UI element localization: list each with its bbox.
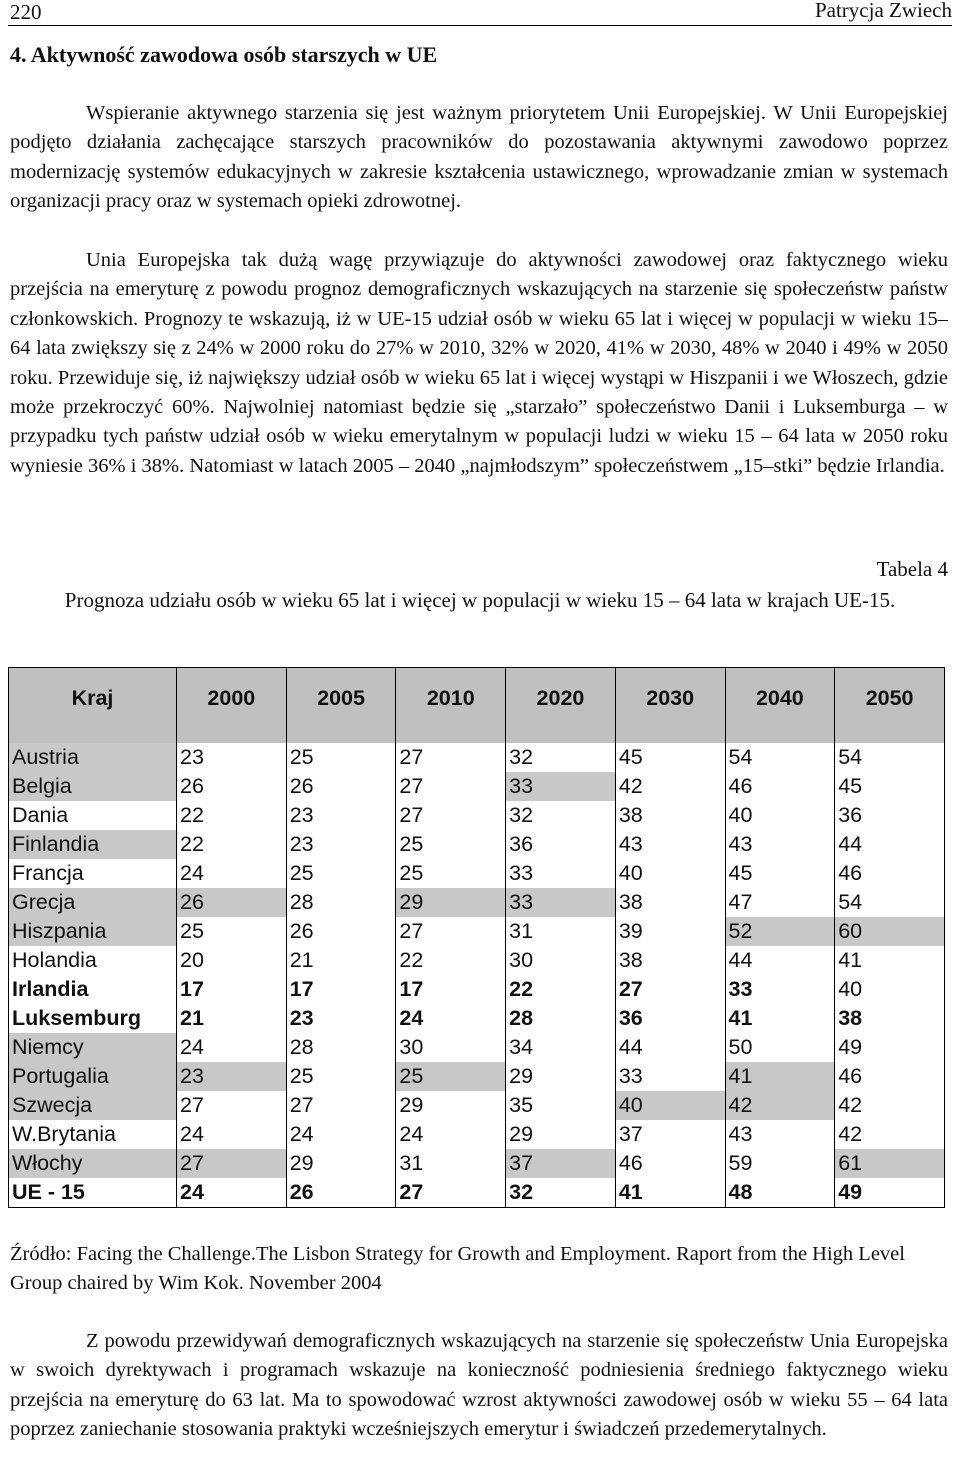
value-cell: 46: [725, 772, 835, 801]
table-title: Prognoza udziału osób w wieku 65 lat i więcej w populacji w wieku 15 – 64 lata w krajach UE-15.: [64, 588, 896, 612]
value-cell: 22: [177, 801, 287, 830]
value-cell: 42: [835, 1091, 945, 1120]
country-cell: Niemcy: [9, 1033, 177, 1062]
value-cell: 31: [506, 917, 616, 946]
value-cell: 36: [506, 830, 616, 859]
value-cell: 26: [286, 772, 396, 801]
spacer-cell: [835, 729, 945, 743]
value-cell: 26: [177, 772, 287, 801]
source-note: Źródło: Facing the Challenge.The Lisbon Strategy for Growth and Employment. Raport from the High Level Group chaired by Wim Kok. November 2004: [10, 1243, 905, 1295]
paragraph-intro: [10, 99, 948, 217]
table-row: [9, 946, 945, 975]
table-label: Tabela 4: [876, 557, 948, 581]
value-cell: 29: [396, 888, 506, 917]
value-cell: 38: [615, 946, 725, 975]
header-cell: 2050: [835, 668, 945, 730]
country-cell: Holandia: [9, 946, 177, 975]
value-cell: 27: [396, 801, 506, 830]
table-spacer-row: [9, 729, 945, 743]
value-cell: 17: [286, 975, 396, 1004]
page-number: 220: [10, 0, 42, 24]
value-cell: 17: [396, 975, 506, 1004]
table-row: [9, 859, 945, 888]
value-cell: 47: [725, 888, 835, 917]
value-cell: 25: [396, 859, 506, 888]
value-cell: 38: [615, 888, 725, 917]
value-cell: 25: [396, 1062, 506, 1091]
value-cell: 20: [177, 946, 287, 975]
table-row: [9, 830, 945, 859]
value-cell: 24: [396, 1120, 506, 1149]
value-cell: 28: [286, 1033, 396, 1062]
value-cell: 54: [725, 743, 835, 772]
header-cell: 2000: [177, 668, 287, 730]
value-cell: 59: [725, 1149, 835, 1178]
value-cell: 24: [396, 1004, 506, 1033]
value-cell: 42: [725, 1091, 835, 1120]
value-cell: 27: [396, 743, 506, 772]
table-row: [9, 888, 945, 917]
value-cell: 27: [396, 772, 506, 801]
table-row: [9, 1120, 945, 1149]
value-cell: 22: [396, 946, 506, 975]
table-body: [9, 729, 945, 1208]
value-cell: 44: [725, 946, 835, 975]
value-cell: 49: [835, 1033, 945, 1062]
table-row: [9, 743, 945, 772]
spacer-cell: [286, 729, 396, 743]
value-cell: 27: [615, 975, 725, 1004]
value-cell: 30: [506, 946, 616, 975]
value-cell: 38: [615, 801, 725, 830]
value-cell: 41: [835, 946, 945, 975]
value-cell: 25: [177, 917, 287, 946]
value-cell: 24: [177, 859, 287, 888]
country-cell: W.Brytania: [9, 1120, 177, 1149]
value-cell: 41: [615, 1178, 725, 1208]
value-cell: 23: [177, 1062, 287, 1091]
spacer-cell: [9, 729, 177, 743]
value-cell: 33: [615, 1062, 725, 1091]
value-cell: 45: [835, 772, 945, 801]
value-cell: 25: [396, 830, 506, 859]
value-cell: 38: [835, 1004, 945, 1033]
value-cell: 42: [835, 1120, 945, 1149]
value-cell: 54: [835, 888, 945, 917]
country-cell: Dania: [9, 801, 177, 830]
header-cell: 2040: [725, 668, 835, 730]
value-cell: 27: [177, 1091, 287, 1120]
value-cell: 26: [286, 1178, 396, 1208]
value-cell: 46: [835, 1062, 945, 1091]
value-cell: 46: [615, 1149, 725, 1178]
value-cell: 17: [177, 975, 287, 1004]
header-rule: [8, 25, 952, 26]
country-cell: Austria: [9, 743, 177, 772]
header-cell: Kraj: [9, 668, 177, 730]
value-cell: 24: [177, 1120, 287, 1149]
value-cell: 28: [286, 888, 396, 917]
value-cell: 29: [506, 1120, 616, 1149]
value-cell: 22: [177, 830, 287, 859]
value-cell: 27: [177, 1149, 287, 1178]
value-cell: 21: [177, 1004, 287, 1033]
value-cell: 43: [725, 1120, 835, 1149]
paragraph-forecast: Unia Europejska tak dużą wagę przywiązuje do aktywności zawodowej oraz faktycznego wieku przejścia na emeryturę z powodu prognoz demograficznych wskazujących na starzenie się społeczeństw państw członkowskich. Prognozy te wskazują, iż w UE-15 udział osób w wieku 65 lat i więcej w populacji w wieku 15–64 lata zwiększy się z 24% w 2000 roku do 27% w 2010, 32% w 2020, 41% w 2030, 48% w 2040 i 49% w 2050 roku. Przewiduje się, iż największy udział osób w wieku 65 lat i więcej wystąpi w Hiszpanii i we Włoszech, gdzie może przekroczyć 60%. Najwolniej natomiast będzie się „starzało” społeczeństwo Danii i Luksemburga – w przypadku tych państw udział osób w wieku emerytalnym w populacji ludzi w wieku 15 – 64 lata w 2050 roku wyniesie 36% i 38%. Natomiast w latach 2005 – 2040 „najmłodszym” społeczeństwem „15–stki” będzie Irlandia.: [10, 249, 948, 477]
value-cell: 32: [506, 801, 616, 830]
country-cell: Hiszpania: [9, 917, 177, 946]
value-cell: 28: [506, 1004, 616, 1033]
table-row: [9, 1149, 945, 1178]
value-cell: 24: [286, 1120, 396, 1149]
value-cell: 44: [615, 1033, 725, 1062]
value-cell: 23: [286, 830, 396, 859]
spacer-cell: [615, 729, 725, 743]
value-cell: 23: [286, 801, 396, 830]
country-cell: Francja: [9, 859, 177, 888]
value-cell: 33: [506, 888, 616, 917]
value-cell: 45: [725, 859, 835, 888]
country-cell: Włochy: [9, 1149, 177, 1178]
value-cell: 26: [177, 888, 287, 917]
value-cell: 21: [286, 946, 396, 975]
value-cell: 37: [615, 1120, 725, 1149]
value-cell: 40: [615, 1091, 725, 1120]
value-cell: 37: [506, 1149, 616, 1178]
value-cell: 61: [835, 1149, 945, 1178]
table-row: [9, 1062, 945, 1091]
value-cell: 22: [506, 975, 616, 1004]
table-row: [9, 801, 945, 830]
spacer-cell: [396, 729, 506, 743]
value-cell: 40: [835, 975, 945, 1004]
table-row: [9, 1178, 945, 1208]
header-cell: 2010: [396, 668, 506, 730]
value-cell: 26: [286, 917, 396, 946]
value-cell: 33: [725, 975, 835, 1004]
country-cell: Portugalia: [9, 1062, 177, 1091]
country-cell: Szwecja: [9, 1091, 177, 1120]
value-cell: 30: [396, 1033, 506, 1062]
value-cell: 23: [286, 1004, 396, 1033]
paragraph-conclusion: Z powodu przewidywań demograficznych wskazujących na starzenie się społeczeństw Unia Europejska w swoich dyrektywach i programach wskazuje na konieczność podniesienia średniego faktycznego wieku przejścia na emeryturę do 63 lat. Ma to spowodować wzrost aktywności zawodowej osób w wieku 55 – 64 lata poprzez zaniechanie stosowania praktyki wcześniejszych emerytur i świadczeń przedemerytalnych.: [10, 1330, 948, 1441]
value-cell: 40: [725, 801, 835, 830]
table-row: [9, 1091, 945, 1120]
value-cell: 29: [396, 1091, 506, 1120]
header-cell: 2020: [506, 668, 616, 730]
value-cell: 27: [396, 1178, 506, 1208]
forecast-table: [8, 667, 945, 1208]
value-cell: 33: [506, 859, 616, 888]
value-cell: 44: [835, 830, 945, 859]
value-cell: 24: [177, 1178, 287, 1208]
header-cell: 2030: [615, 668, 725, 730]
value-cell: 27: [286, 1091, 396, 1120]
header-cell: 2005: [286, 668, 396, 730]
spacer-cell: [725, 729, 835, 743]
value-cell: 54: [835, 743, 945, 772]
value-cell: 27: [396, 917, 506, 946]
value-cell: 25: [286, 743, 396, 772]
table-row: [9, 917, 945, 946]
page-header: [10, 0, 952, 28]
value-cell: 36: [835, 801, 945, 830]
country-cell: Irlandia: [9, 975, 177, 1004]
value-cell: 48: [725, 1178, 835, 1208]
value-cell: 46: [835, 859, 945, 888]
country-cell: Luksemburg: [9, 1004, 177, 1033]
value-cell: 25: [286, 859, 396, 888]
value-cell: 52: [725, 917, 835, 946]
value-cell: 45: [615, 743, 725, 772]
value-cell: 50: [725, 1033, 835, 1062]
value-cell: 40: [615, 859, 725, 888]
running-head: Patrycja Zwiech: [814, 0, 952, 22]
value-cell: 32: [506, 1178, 616, 1208]
table-row: [9, 1033, 945, 1062]
value-cell: 42: [615, 772, 725, 801]
section-heading: 4. Aktywność zawodowa osób starszych w UE: [10, 42, 438, 67]
table-row: [9, 975, 945, 1004]
value-cell: 31: [396, 1149, 506, 1178]
value-cell: 60: [835, 917, 945, 946]
value-cell: 41: [725, 1004, 835, 1033]
value-cell: 43: [725, 830, 835, 859]
value-cell: 36: [615, 1004, 725, 1033]
country-cell: UE - 15: [9, 1178, 177, 1208]
table-row: [9, 772, 945, 801]
value-cell: 35: [506, 1091, 616, 1120]
value-cell: 32: [506, 743, 616, 772]
spacer-cell: [506, 729, 616, 743]
paragraph-intro-lead: Wspieranie aktywnego starzenia się jest ważnym priorytetem Unii Europejskiej.: [86, 102, 766, 124]
spacer-cell: [177, 729, 287, 743]
value-cell: 25: [286, 1062, 396, 1091]
table-row: [9, 1004, 945, 1033]
paragraph-intro-rest: W Unii Europejskiej podjęto działania zachęcające starszych pracowników do pozostawania aktywnymi zawodowo poprzez modernizację systemów edukacyjnych w zakresie kształcenia ustawicznego, wprowadzanie zmian w systemach organizacji pracy oraz w systemach opieki zdrowotnej.: [10, 102, 948, 213]
value-cell: 29: [506, 1062, 616, 1091]
value-cell: 24: [177, 1033, 287, 1062]
table-header-row: [9, 668, 945, 730]
value-cell: 49: [835, 1178, 945, 1208]
value-cell: 29: [286, 1149, 396, 1178]
value-cell: 34: [506, 1033, 616, 1062]
country-cell: Belgia: [9, 772, 177, 801]
country-cell: Finlandia: [9, 830, 177, 859]
country-cell: Grecja: [9, 888, 177, 917]
value-cell: 41: [725, 1062, 835, 1091]
value-cell: 43: [615, 830, 725, 859]
value-cell: 33: [506, 772, 616, 801]
value-cell: 23: [177, 743, 287, 772]
value-cell: 39: [615, 917, 725, 946]
